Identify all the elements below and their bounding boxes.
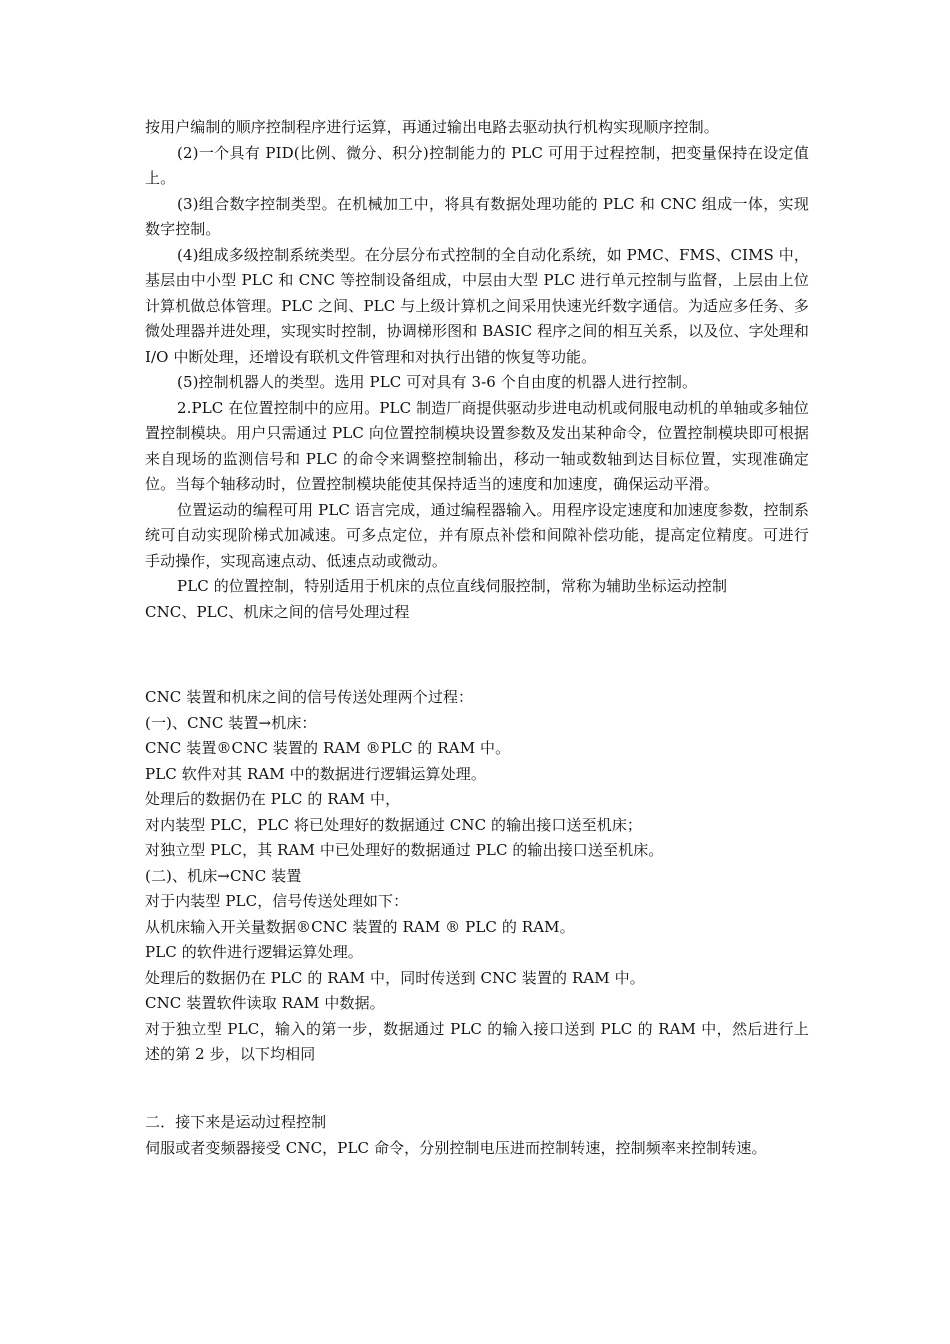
paragraph-point-servo-control: PLC 的位置控制，特别适用于机床的点位直线伺服控制，常称为辅助坐标运动控制 — [177, 577, 728, 595]
paragraph-motion-programming: 位置运动的编程可用 PLC 语言完成，通过编程器输入。用程序设定速度和加速度参数，控制系统可自动实现阶梯式加减速。可多点定位，并有原点补偿和间隙补偿功能，提高定位精度。可进行手动操作，实现高速点动、低速点动或微动。 — [145, 500, 809, 570]
signal-line: CNC 装置®CNC 装置的 RAM ®PLC 的 RAM 中。 — [145, 739, 511, 757]
paragraph-standalone-plc-input: 对于独立型 PLC，输入的第一步，数据通过 PLC 的输入接口送到 PLC 的 RAM 中，然后进行上述的第 2 步，以下均相同 — [145, 1019, 809, 1063]
signal-line: 对内装型 PLC，PLC 将已处理好的数据通过 CNC 的输出接口送至机床； — [145, 815, 643, 834]
signal-line: (一)、CNC 装置→机床： — [145, 713, 317, 732]
signal-line: CNC 装置软件读取 RAM 中数据。 — [145, 994, 385, 1012]
paragraph-digital-control: (3)组合数字控制类型。在机械加工中，将具有数据处理功能的 PLC 和 CNC 组成一体，实现数字控制。 — [145, 194, 809, 238]
section-motion-process-control — [145, 1110, 809, 1161]
signal-line: 处理后的数据仍在 PLC 的 RAM 中， — [145, 790, 401, 808]
section-heading-signal-processing: CNC、PLC、机床之间的信号处理过程 — [145, 602, 410, 621]
signal-line: PLC 的软件进行逻辑运算处理。 — [145, 943, 363, 961]
signal-line: 对于内装型 PLC，信号传送处理如下： — [145, 892, 409, 910]
paragraph-sequence-control: 按用户编制的顺序控制程序进行运算，再通过输出电路去驱动执行机构实现顺序控制。 — [145, 118, 719, 136]
paragraph-robot-control: (5)控制机器人的类型。选用 PLC 可对具有 3-6 个自由度的机器人进行控制。 — [177, 373, 698, 391]
signal-line: 对独立型 PLC，其 RAM 中已处理好的数据通过 PLC 的输出接口送至机床。 — [145, 841, 664, 859]
signal-line: PLC 软件对其 RAM 中的数据进行逻辑运算处理。 — [145, 764, 486, 783]
paragraph-position-control: 2.PLC 在位置控制中的应用。PLC 制造厂商提供驱动步进电动机或伺服电动机的单轴或多轴位置控制模块。用户只需通过 PLC 向位置控制模块设置参数及发出某种命令，位置控制模块即可根据来自现场的监测信号和 PLC 的命令来调整控制输出，移动一轴或数轴到达目标位置，实现准确定位。当每个轴移动时，位置控制模块能使其保持适当的速度和加速度，确保运动平滑。 — [145, 398, 809, 493]
section-signal-transfer — [145, 685, 809, 1068]
paragraph-multilevel-control: (4)组成多级控制系统类型。在分层分布式控制的全自动化系统，如 PMC、FMS、CIMS 中，基层由中小型 PLC 和 CNC 等控制设备组成，中层由大型 PLC 进行单元控制与监督，上层由上位计算机做总体管理。PLC 之间、PLC 与上级计算机之间采用快速光纤数字通信。为适应多任务、多微处理器并进处理，实现实时控制，协调梯形图和 BASIC 程序之间的相互关系，以及位、字处理和 I/O 中断处理，还增设有联机文件管理和对执行出错的恢复等功能。 — [145, 245, 809, 366]
signal-line: (二)、机床→CNC 装置 — [145, 866, 302, 885]
section-plc-applications — [145, 115, 809, 625]
paragraph-servo-inverter: 伺服或者变频器接受 CNC，PLC 命令，分别控制电压进而控制转速，控制频率来控制转速。 — [145, 1138, 767, 1157]
paragraph-process-control: (2)一个具有 PID(比例、微分、积分)控制能力的 PLC 可用于过程控制，把变量保持在设定值上。 — [145, 143, 809, 187]
section-heading-motion-control: 二．接下来是运动过程控制 — [145, 1113, 327, 1131]
signal-line: 处理后的数据仍在 PLC 的 RAM 中，同时传送到 CNC 装置的 RAM 中。 — [145, 968, 645, 987]
signal-line: 从机床输入开关量数据®CNC 装置的 RAM ® PLC 的 RAM。 — [145, 917, 575, 936]
signal-line: CNC 装置和机床之间的信号传送处理两个过程： — [145, 688, 474, 706]
